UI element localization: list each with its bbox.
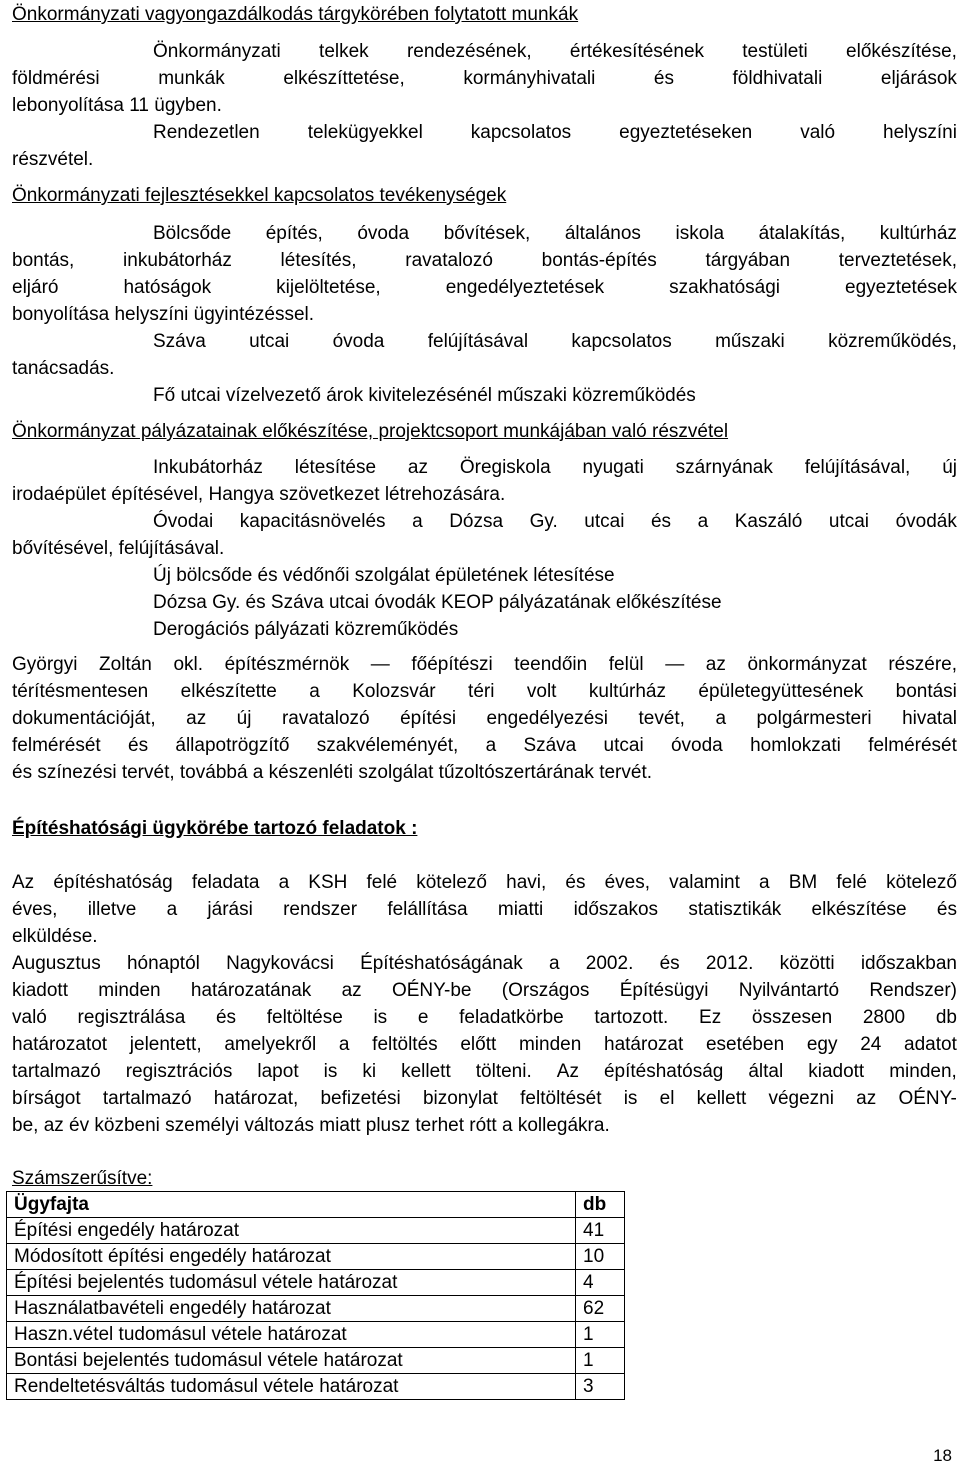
word: a [166,899,178,920]
word: 2012. [705,953,754,974]
word: átalakítás, [758,223,846,244]
word: építészmérnök [224,654,350,675]
table-header-row [7,1192,625,1218]
word: feladatkörbe [459,1007,564,1028]
word: kultúrház [879,223,957,244]
text-line [12,1032,957,1058]
word: a [412,511,423,532]
word: minden, [889,1061,957,1082]
text-line: tanácsadás. [12,358,115,379]
word: felé [366,872,398,893]
text-line: irodaépület építésével, Hangya szövetkezet létrehozására. [12,484,506,505]
word: általános [564,223,641,244]
word: végezni [768,1088,834,1109]
text-line [153,221,957,247]
word: főépítészi [411,654,493,675]
text-line [12,248,957,274]
word: kultúrház [588,681,666,702]
word: éves, [12,899,58,920]
word: az [186,708,207,729]
word: bővítések, [443,223,531,244]
word: statisztikák [688,899,782,920]
word: előtt [460,1034,497,1055]
word: építés, [265,223,323,244]
table-cell-type: Építési engedély határozat [7,1218,576,1244]
word: kötelező [886,872,957,893]
word: járási [207,899,253,920]
column-header-ugyfajta: Ügyfajta [7,1192,576,1218]
word: ki [362,1061,377,1082]
word: az [856,1088,877,1109]
word: és [215,1007,237,1028]
table-row [7,1244,625,1270]
page-number: 18 [933,1446,952,1465]
text-line [153,120,957,146]
table-cell-type: Haszn.vétel tudomásul vétele határozat [7,1322,576,1348]
word: homlokzati [750,735,841,756]
table-row [7,1218,625,1244]
word: telekügyekkel [307,122,423,143]
word: felmérését [12,735,101,756]
word: által [748,1061,784,1082]
word: okl. [173,654,204,675]
word: regisztrálása [77,1007,186,1028]
table-row [7,1296,625,1322]
table-row [7,1374,625,1400]
word: és [565,872,586,893]
word: egy [806,1034,838,1055]
word: egyeztetések [845,277,957,298]
word: terveztetések, [838,250,957,271]
text-line: Fő utcai vízelvezető árok kivitelezésénél műszaki közreműködés [153,385,696,406]
word: 2002. [585,953,634,974]
word: a [278,872,290,893]
word: létesítése [294,457,377,478]
word: hónaptól [126,953,200,974]
word: és [659,953,680,974]
word: engedélyeztetések [445,277,605,298]
table-cell-count: 1 [576,1348,625,1374]
section-heading-epiteshatosag: Építéshatósági ügykörébe tartozó feladatok : [12,818,418,839]
word: határozatot [12,1034,108,1055]
text-line [12,1005,957,1031]
word: e [417,1007,429,1028]
word: illetve [87,899,137,920]
text-line [12,679,957,705]
word: Zoltán [99,654,152,675]
word: is [623,1088,638,1109]
word: befizetési [320,1088,401,1109]
text-line [153,329,957,355]
word: éves, [604,872,651,893]
word: Száva [523,735,577,756]
text-line: elküldése. [12,926,98,947]
word: egyeztetéseken [619,122,753,143]
section-heading-fejlesztesek: Önkormányzati fejlesztésekkel kapcsolatos tevékenységek [12,185,507,206]
word: miatti [497,899,544,920]
word: nyugati [582,457,644,478]
word: kijelöltetése, [276,277,381,298]
text-line [12,706,957,732]
word: kapacitásnövelés [239,511,386,532]
word: Rendszer) [869,980,957,1001]
word: és [653,68,674,89]
word: jelentett, [129,1034,202,1055]
text-line [153,509,957,535]
word: amelyekről [224,1034,317,1055]
word: időszakos [573,899,659,920]
text-line [12,1086,957,1112]
text-line: be, az év közbeni személyi változás miatt plusz terhet rótt a kollegákra. [12,1115,610,1136]
word: Kolozsvár [352,681,436,702]
word: rendszer [283,899,358,920]
text-line [12,1059,957,1085]
word: az [341,980,362,1001]
word: hatóságok [123,277,212,298]
word: ravatalozó [281,708,370,729]
word: óvodák [895,511,957,532]
word: Önkormányzati [153,41,281,62]
text-line [153,39,957,65]
text-line [12,652,957,678]
table-cell-count: 41 [576,1218,625,1244]
word: feladata [191,872,260,893]
word: kellett [696,1088,747,1109]
word: bontási [895,681,957,702]
word: óvoda [357,223,410,244]
word: OÉNY- [898,1088,957,1109]
table-row [7,1348,625,1374]
table-cell-count: 62 [576,1296,625,1322]
word: — [665,654,685,675]
word: (Országos [501,980,590,1001]
word: kiadott [808,1061,865,1082]
word: és [128,735,149,756]
table-cell-type: Építési bejelentés tudomásul vétele határozat [7,1270,576,1296]
word: a [697,511,709,532]
word: telkek [319,41,369,62]
word: — [370,654,390,675]
word: dokumentációját, [12,708,156,729]
word: az [407,457,428,478]
word: minden [518,1034,582,1055]
word: helyszíni [883,122,957,143]
word: bontás, [12,250,75,271]
word: állapotrögzítő [175,735,290,756]
word: db [935,1007,957,1028]
word: létesítés, [280,250,357,271]
word: elkészíttetése, [283,68,405,89]
text-line [12,275,957,301]
table-cell-count: 4 [576,1270,625,1296]
word: Ez [699,1007,722,1028]
word: Gy. [529,511,558,532]
word: minden [98,980,161,1001]
word: teendőin [514,654,588,675]
word: Öregiskola [459,457,551,478]
word: a [548,953,560,974]
word: közötti [779,953,835,974]
word: bizonylat [422,1088,498,1109]
word: eljáró [12,277,59,298]
word: feltöltése [266,1007,343,1028]
word: Óvodai [153,511,214,532]
word: térítésmentesen [12,681,149,702]
column-header-db: db [576,1192,625,1218]
word: a [715,708,727,729]
word: Kaszáló [734,511,803,532]
text-line [12,733,957,759]
word: volt [526,681,557,702]
text-line: Új bölcsőde és védőnői szolgálat épületének létesítése [153,565,615,586]
word: BM [788,872,818,893]
word: bontás-építés [541,250,657,271]
word: építési [400,708,457,729]
section-heading-vagyongazdalkodas: Önkormányzati vagyongazdálkodás tárgykörében folytatott munkák [12,4,579,25]
word: iskola [675,223,725,244]
word: rendezésének, [406,41,532,62]
word: 24 [860,1034,882,1055]
word: határozat [604,1034,684,1055]
word: műszaki [715,331,785,352]
word: Györgyi [12,654,78,675]
word: Az [556,1061,579,1082]
word: új [942,457,957,478]
word: földhivatali [732,68,823,89]
word: az [705,654,726,675]
word: esetében [705,1034,785,1055]
word: felállítása [387,899,468,920]
word: összesen [751,1007,833,1028]
word: óvoda [670,735,723,756]
word: Rendezetlen [153,122,260,143]
word: munkák [158,68,225,89]
word: tárgyában [705,250,791,271]
word: feltöltését [520,1088,602,1109]
word: tevét, [638,708,685,729]
table-row [7,1322,625,1348]
word: felújításával, [804,457,911,478]
word: Bölcsőde [153,223,232,244]
table-cell-type: Módosított építési engedély határozat [7,1244,576,1270]
word: önkormányzat [747,654,867,675]
word: Az [12,872,35,893]
text-line: lebonyolítása 11 ügyben. [12,95,222,116]
text-line [153,455,957,481]
word: Száva [153,331,206,352]
text-line [12,870,957,896]
table-cell-count: 1 [576,1322,625,1348]
table-cell-type: Bontási bejelentés tudomásul vétele határozat [7,1348,576,1374]
word: a [309,681,320,702]
word: kapcsolatos [571,331,672,352]
word: hivatal [902,708,957,729]
word: közreműködés, [828,331,957,352]
word: feltöltés [372,1034,438,1055]
word: engedélyezési [486,708,609,729]
word: részére, [888,654,957,675]
word: új [236,708,252,729]
word: a [759,872,770,893]
text-line [12,897,957,923]
word: határozat, [213,1088,299,1109]
word: szakvéleményét, [316,735,459,756]
word: tartozott. [594,1007,669,1028]
word: földmérési [12,68,100,89]
word: és [936,899,957,920]
text-line [12,978,957,1004]
word: KSH [308,872,348,893]
word: a [485,735,497,756]
table-cell-type: Használatbavételi engedély határozat [7,1296,576,1322]
word: utcai [828,511,870,532]
word: építéshatóság [603,1061,724,1082]
word: tartalmazó [102,1088,192,1109]
word: való [12,1007,47,1028]
word: Augusztus [12,953,101,974]
word: kormányhivatali [463,68,596,89]
word: kötelező [416,872,488,893]
word: felújításával [427,331,529,352]
word: kapcsolatos [470,122,572,143]
word: elkészítése [811,899,907,920]
word: inkubátorház [123,250,232,271]
word: Építéshatóságának [360,953,523,974]
text-line: és színezési tervét, továbbá a készenléti szolgálat tűzoltószertárának tervét. [12,762,652,783]
word: előkészítése, [846,41,957,62]
word: ravatalozó [405,250,493,271]
table-cell-count: 10 [576,1244,625,1270]
word: OÉNY-be [391,980,472,1001]
word: való [800,122,836,143]
word: adatot [904,1034,957,1055]
text-line [12,66,957,92]
word: szakhatósági [669,277,781,298]
word: eljárások [880,68,957,89]
word: tölteni. [475,1061,532,1082]
word: szárnyának [675,457,773,478]
word: felé [836,872,867,893]
word: is [323,1061,338,1082]
text-line: bonyolítása helyszíni ügyintézéssel. [12,304,315,325]
table-cell-count: 3 [576,1374,625,1400]
text-line: bővítésével, felújításával. [12,538,225,559]
word: utcai [584,511,625,532]
word: határozatának [190,980,312,1001]
word: építéshatóság [53,872,173,893]
word: elkészítette [180,681,277,702]
text-line: Dózsa Gy. és Száva utcai óvodák KEOP pályázatának előkészítése [153,592,722,613]
word: is [373,1007,388,1028]
word: épületegyüttesének [698,681,864,702]
word: Építésügyi [619,980,709,1001]
text-line: Derogációs pályázati közreműködés [153,619,459,640]
word: Dózsa [449,511,504,532]
word: utcai [249,331,290,352]
word: Inkubátorház [153,457,263,478]
word: kiadott [12,980,68,1001]
stats-table [6,1191,625,1400]
word: téri [468,681,495,702]
word: polgármesteri [756,708,872,729]
word: lapot [257,1061,299,1082]
table-cell-type: Rendeltetésváltás tudomásul vétele határozat [7,1374,576,1400]
word: értékesítésének [569,41,705,62]
section-heading-palyazatok: Önkormányzat pályázatainak előkészítése, projektcsoport munkájában való részvétel [12,421,729,442]
word: bírságot [12,1088,81,1109]
word: a [338,1034,350,1055]
table-row [7,1270,625,1296]
text-line: részvétel. [12,149,94,170]
word: időszakban [860,953,957,974]
word: felmérését [868,735,957,756]
word: Nagykovácsi [226,953,334,974]
word: el [659,1088,675,1109]
count-label: Számszerűsítve: [12,1168,153,1189]
word: 2800 [862,1007,906,1028]
word: felül [608,654,644,675]
word: tartalmazó [12,1061,101,1082]
word: Nyilvántartó [738,980,840,1001]
word: testületi [742,41,808,62]
word: óvoda [332,331,385,352]
word: valamint [669,872,740,893]
word: havi, [506,872,547,893]
word: és [650,511,672,532]
word: utcai [603,735,644,756]
word: kellett [401,1061,451,1082]
text-line [12,951,957,977]
word: regisztrációs [125,1061,233,1082]
